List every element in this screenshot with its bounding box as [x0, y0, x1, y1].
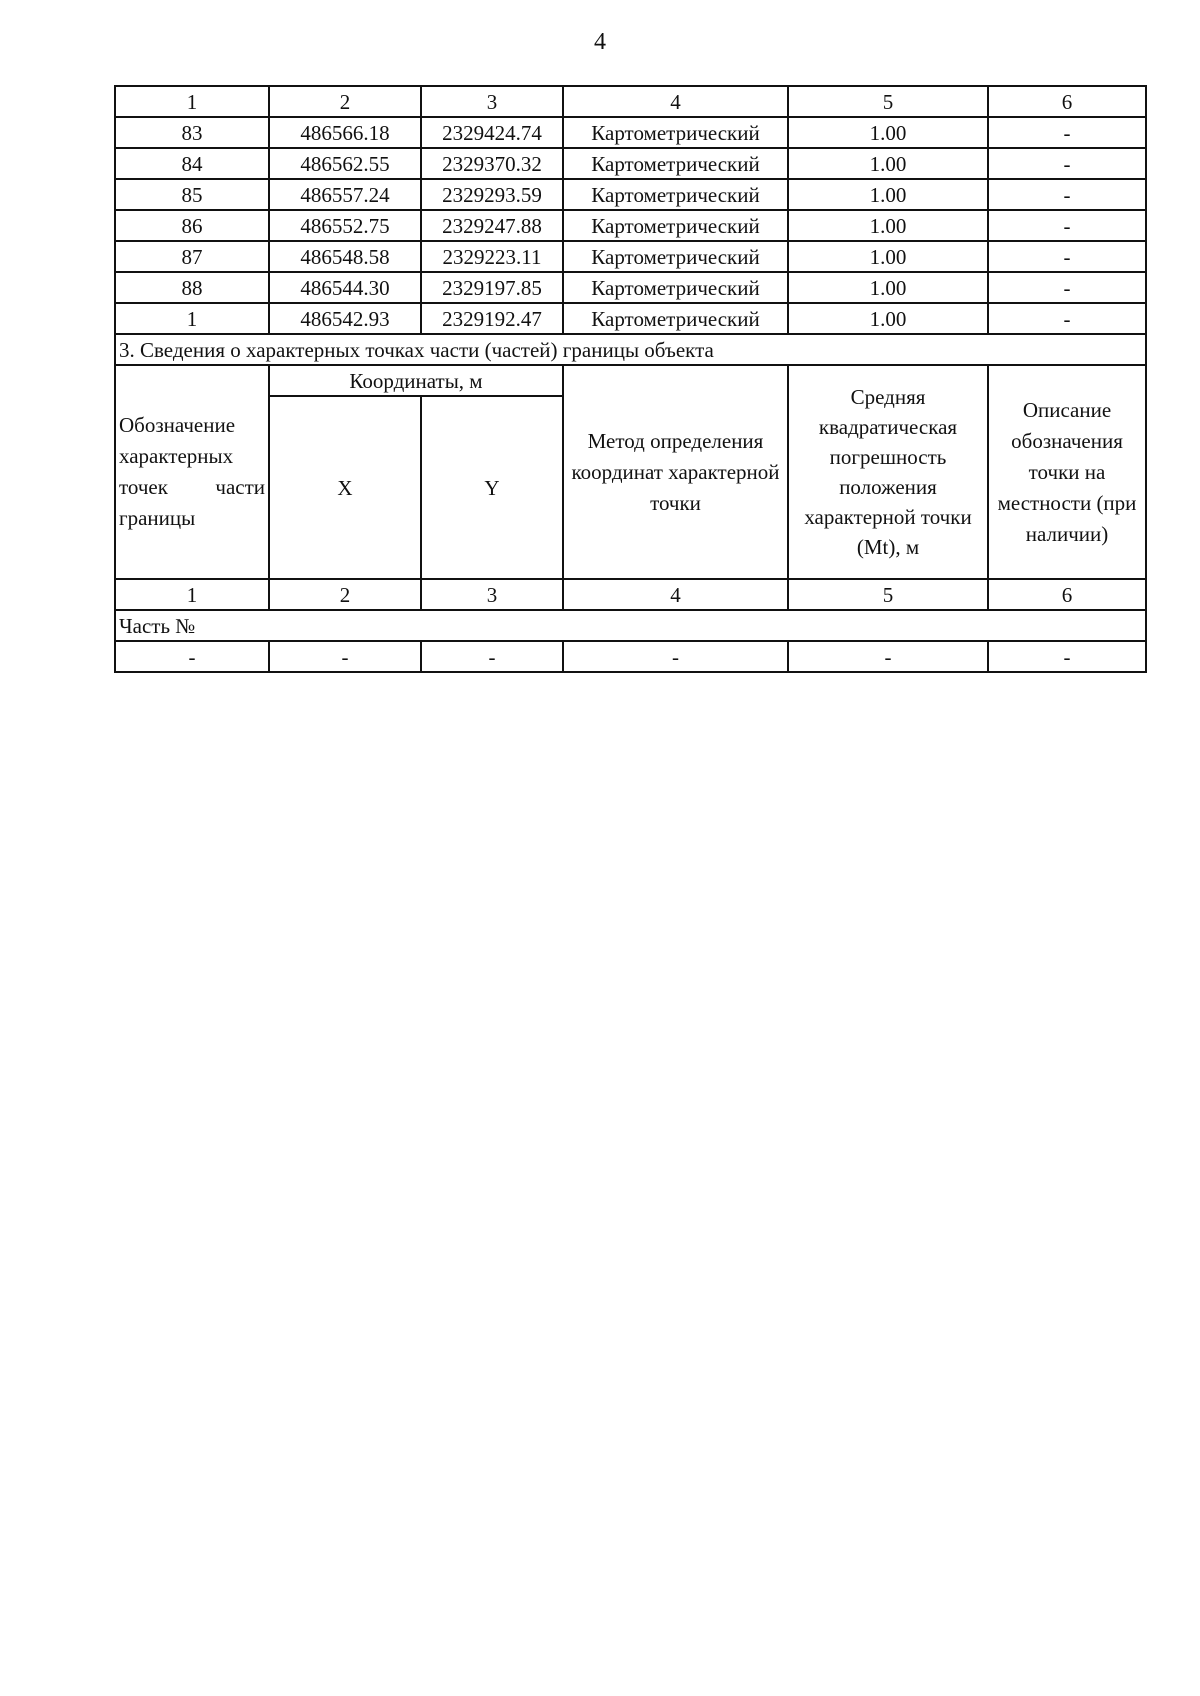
column-number: 3 [421, 579, 563, 610]
column-number-row [115, 86, 1146, 117]
y-header: Y [421, 396, 563, 579]
method: Картометрический [563, 210, 788, 241]
empty-cell: - [269, 641, 421, 672]
coord-x: 486557.24 [269, 179, 421, 210]
coord-x: 486544.30 [269, 272, 421, 303]
coord-y: 2329247.88 [421, 210, 563, 241]
coord-x: 486566.18 [269, 117, 421, 148]
column-number: 1 [115, 579, 269, 610]
coord-y: 2329197.85 [421, 272, 563, 303]
point-number: 87 [115, 241, 269, 272]
x-header: X [269, 396, 421, 579]
method: Картометрический [563, 272, 788, 303]
mt-value: 1.00 [788, 303, 988, 334]
column-number: 2 [269, 86, 421, 117]
column-number: 4 [563, 579, 788, 610]
coordinates-header: Координаты, м [269, 365, 563, 396]
part-label: Часть № [115, 610, 1146, 641]
table-row [115, 210, 1146, 241]
column-number: 6 [988, 579, 1146, 610]
table-row [115, 303, 1146, 334]
coord-y: 2329293.59 [421, 179, 563, 210]
table-row [115, 117, 1146, 148]
empty-cell: - [421, 641, 563, 672]
description: - [988, 272, 1146, 303]
description: - [988, 241, 1146, 272]
method: Картометрический [563, 148, 788, 179]
coord-x: 486552.75 [269, 210, 421, 241]
table-row [115, 148, 1146, 179]
point-number: 84 [115, 148, 269, 179]
page-number: 4 [594, 29, 606, 55]
table-row [115, 641, 1146, 672]
method: Картометрический [563, 303, 788, 334]
section-title: 3. Сведения о характерных точках части (частей) границы объекта [115, 334, 1146, 365]
empty-cell: - [563, 641, 788, 672]
description: - [988, 117, 1146, 148]
column-number: 6 [988, 86, 1146, 117]
mt-value: 1.00 [788, 117, 988, 148]
coord-x: 486562.55 [269, 148, 421, 179]
point-number: 88 [115, 272, 269, 303]
mt-value: 1.00 [788, 241, 988, 272]
coord-x: 486548.58 [269, 241, 421, 272]
mt-value: 1.00 [788, 179, 988, 210]
mt-value: 1.00 [788, 148, 988, 179]
table-row [115, 272, 1146, 303]
description: - [988, 148, 1146, 179]
point-number: 86 [115, 210, 269, 241]
column-number: 3 [421, 86, 563, 117]
column-number: 1 [115, 86, 269, 117]
method: Картометрический [563, 241, 788, 272]
point-number: 1 [115, 303, 269, 334]
coord-x: 486542.93 [269, 303, 421, 334]
column-number-row [115, 579, 1146, 610]
point-number: 85 [115, 179, 269, 210]
coord-y: 2329424.74 [421, 117, 563, 148]
coord-y: 2329370.32 [421, 148, 563, 179]
designation-header: Обозначение характерных точек части границы [115, 365, 269, 579]
description: - [988, 303, 1146, 334]
empty-cell: - [988, 641, 1146, 672]
header-row-top [115, 365, 1146, 396]
empty-cell: - [115, 641, 269, 672]
coord-y: 2329192.47 [421, 303, 563, 334]
point-number: 83 [115, 117, 269, 148]
mt-value: 1.00 [788, 210, 988, 241]
description: - [988, 179, 1146, 210]
coord-y: 2329223.11 [421, 241, 563, 272]
column-number: 5 [788, 579, 988, 610]
method: Картометрический [563, 179, 788, 210]
mt-header: Средняя квадратическая погрешность положения характерной точки (Mt), м [788, 365, 988, 579]
column-number: 5 [788, 86, 988, 117]
section-title-row [115, 334, 1146, 365]
coordinates-table [114, 85, 1147, 673]
table-row [115, 241, 1146, 272]
method: Картометрический [563, 117, 788, 148]
method-header: Метод определения координат характерной точки [563, 365, 788, 579]
empty-cell: - [788, 641, 988, 672]
mt-value: 1.00 [788, 272, 988, 303]
column-number: 4 [563, 86, 788, 117]
description-header: Описание обозначения точки на местности (при наличии) [988, 365, 1146, 579]
part-label-row [115, 610, 1146, 641]
column-number: 2 [269, 579, 421, 610]
table-row [115, 179, 1146, 210]
description: - [988, 210, 1146, 241]
